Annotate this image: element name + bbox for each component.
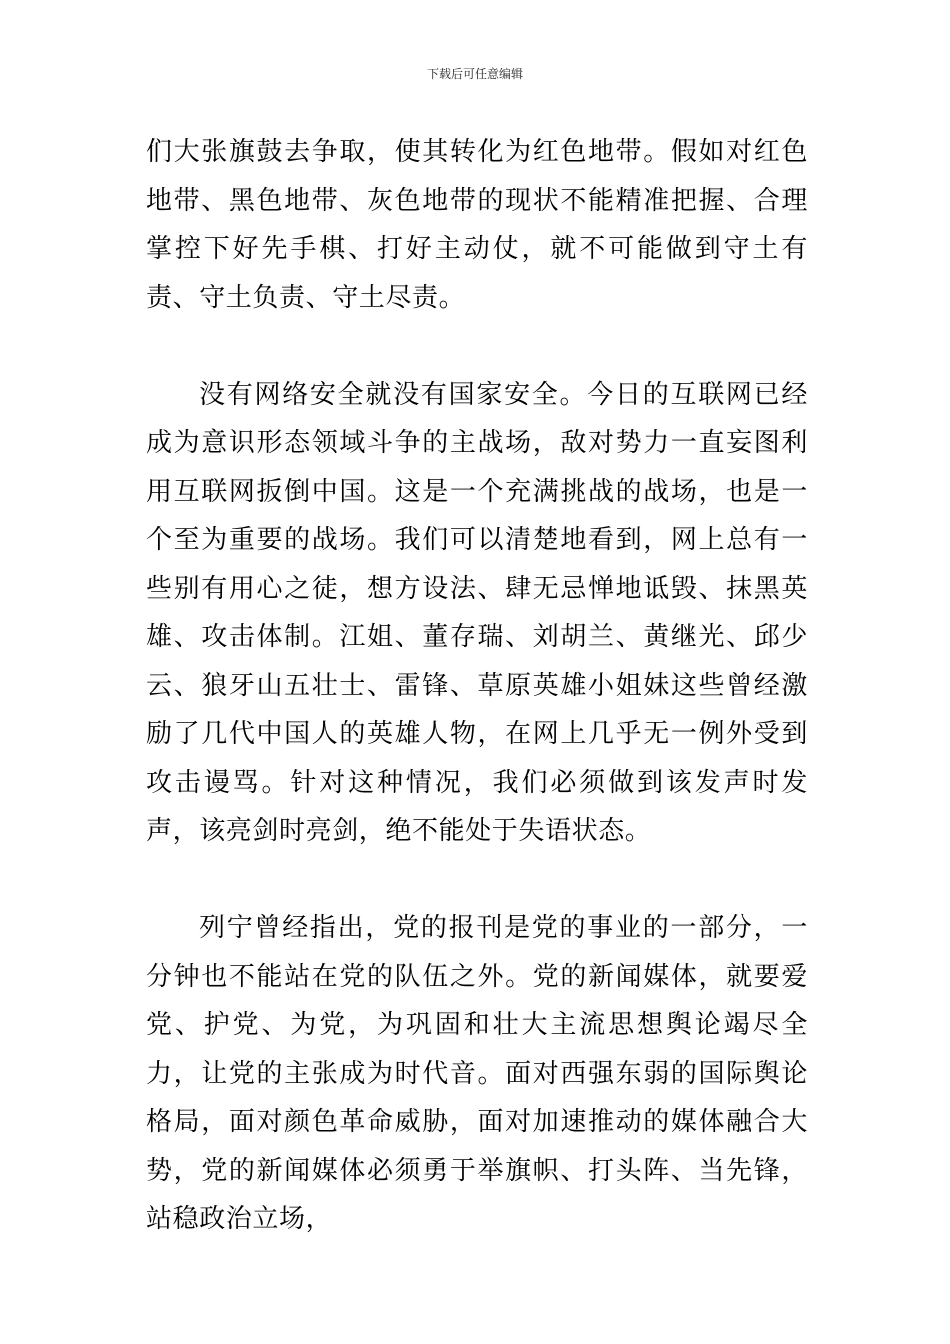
paragraph-network-security: 没有网络安全就没有国家安全。今日的互联网已经成为意识形态领域斗争的主战场，敌对势力一直妄图利用互联网扳倒中国。这是一个充满挑战的战场，也是一个至为重要的战场。我们可以清楚地看到，网上总有一些别有用心之徒，想方设法、肆无忌惮地诋毁、抹黑英雄、攻击体制。江姐、董存瑞、刘胡兰、黄继光、邱少云、狼牙山五壮士、雷锋、草原英雄小姐妹这些曾经激励了几代中国人的英雄人物，在网上几乎无一例外受到攻击谩骂。针对这种情况，我们必须做到该发声时发声，该亮剑时亮剑，绝不能处于失语状态。	[146, 379, 808, 846]
page-header: 下载后可任意编辑	[426, 67, 523, 81]
paragraph-party-media: 列宁曾经指出，党的报刊是党的事业的一部分，一分钟也不能站在党的队伍之外。党的新闻媒体，就要爱党、护党、为党，为巩固和壮大主流思想舆论竭尽全力，让党的主张成为时代音。面对西强东弱的国际舆论格局，面对颜色革命威胁，面对加速推动的媒体融合大势，党的新闻媒体必须勇于举旗帜、打头阵、当先锋，站稳政治立场，	[146, 913, 808, 1234]
paragraph-spacer	[146, 856, 808, 905]
paragraph-continued: 们大张旗鼓去争取，使其转化为红色地带。假如对红色地带、黑色地带、灰色地带的现状不能精准把握、合理掌控下好先手棋、打好主动仗，就不可能做到守土有责、守土负责、守土尽责。	[146, 137, 808, 313]
document-body	[146, 128, 808, 1244]
paragraph-spacer	[146, 322, 808, 371]
